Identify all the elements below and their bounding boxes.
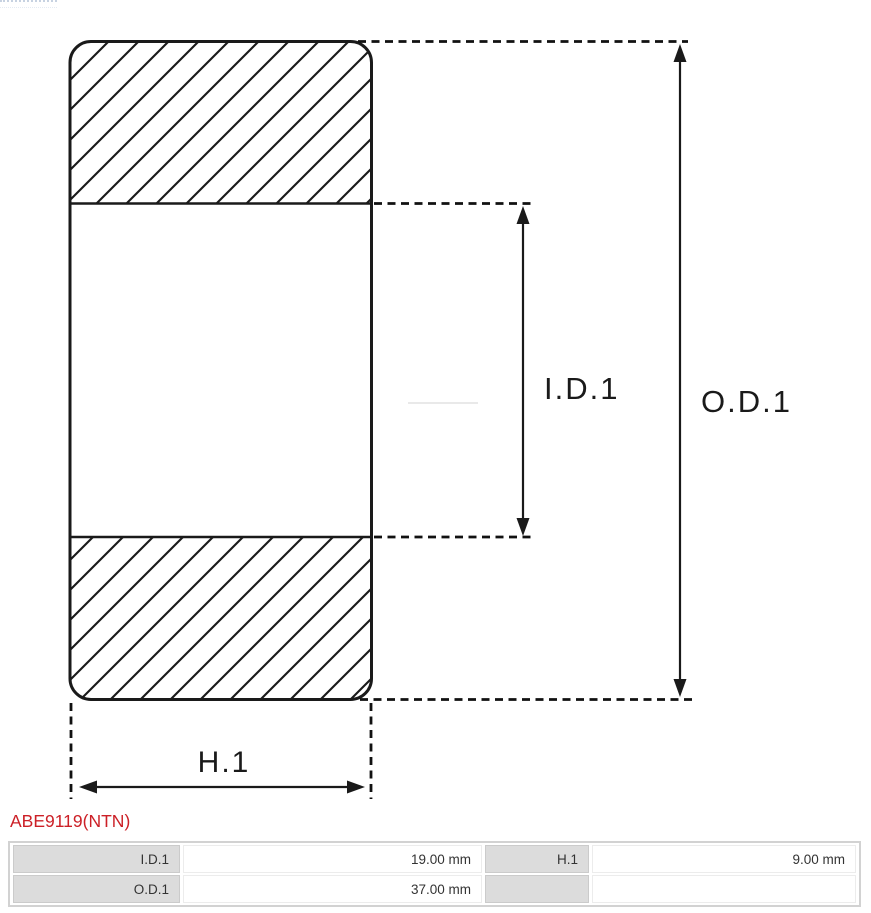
arrowhead-up-icon — [517, 206, 530, 224]
hatch-bottom-race — [70, 537, 372, 700]
dim-label-h: H.1 — [197, 746, 251, 779]
spec-value-id: 19.00 mm — [183, 845, 482, 873]
spec-label-id: I.D.1 — [13, 845, 180, 873]
spec-value-empty — [592, 875, 856, 903]
dim-label-id: I.D.1 — [544, 371, 620, 406]
spec-table-row — [13, 845, 856, 873]
arrowhead-left-icon — [79, 781, 97, 794]
spec-label-h: H.1 — [485, 845, 589, 873]
h-dimension-arrow — [79, 781, 365, 794]
spec-table-row — [13, 875, 856, 903]
spec-label-empty — [485, 875, 589, 903]
spec-label-od: O.D.1 — [13, 875, 180, 903]
arrowhead-down-icon — [517, 518, 530, 536]
spec-value-od: 37.00 mm — [183, 875, 482, 903]
spec-table — [8, 841, 861, 907]
arrowhead-down-icon — [674, 679, 687, 697]
part-number-link[interactable]: ABE9119(NTN) — [10, 811, 131, 831]
hatch-top-race — [70, 42, 372, 204]
dim-label-od: O.D.1 — [701, 384, 792, 419]
id-dimension-arrow — [517, 206, 530, 536]
od-dimension-arrow — [674, 44, 687, 697]
arrowhead-up-icon — [674, 44, 687, 62]
spec-value-h: 9.00 mm — [592, 845, 856, 873]
arrowhead-right-icon — [347, 781, 365, 794]
